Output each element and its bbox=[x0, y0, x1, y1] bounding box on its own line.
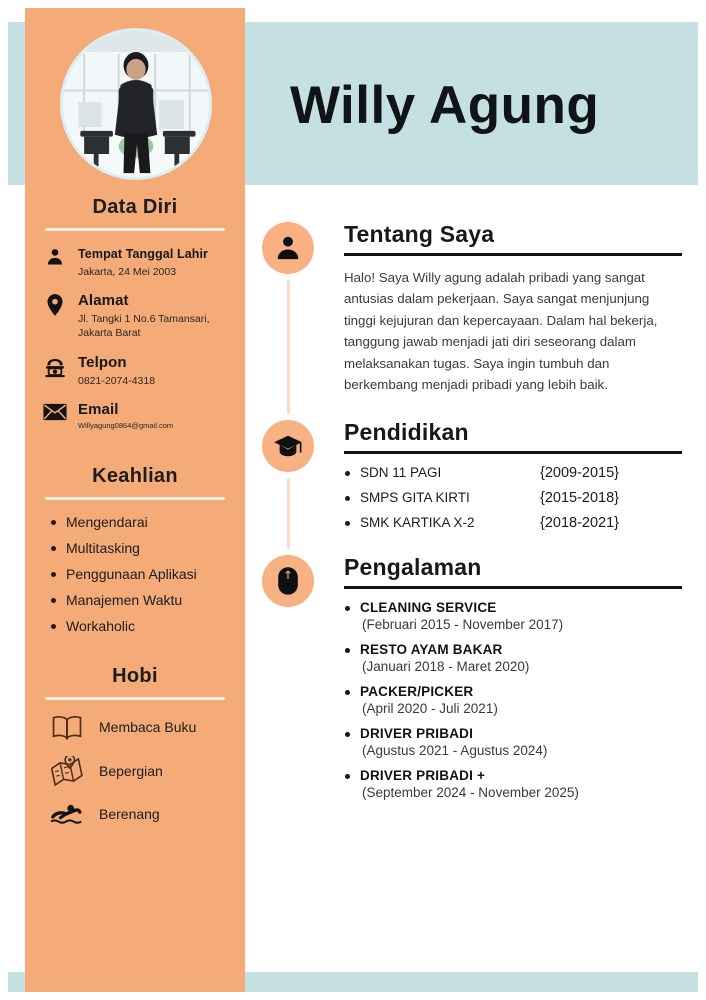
experience-role: DRIVER PRIBADI + bbox=[344, 768, 682, 783]
skills-list bbox=[51, 514, 227, 634]
section-education bbox=[262, 420, 682, 531]
experience-period: (Februari 2015 - November 2017) bbox=[362, 616, 564, 632]
map-icon bbox=[49, 756, 85, 786]
contact-birth bbox=[43, 245, 227, 279]
education-years: {2015-2018} bbox=[540, 489, 620, 506]
experience-period: (Januari 2018 - Maret 2020) bbox=[362, 658, 530, 674]
mouse-icon bbox=[262, 555, 314, 607]
section-experience bbox=[262, 555, 682, 800]
telephone-icon bbox=[43, 354, 67, 378]
list-item: Penggunaan Aplikasi bbox=[51, 566, 227, 583]
hobby-label: Membaca Buku bbox=[99, 719, 197, 736]
contact-value: Jl. Tangki 1 No.6 Tamansari, Jakarta Barat bbox=[78, 313, 210, 340]
hobby-travel bbox=[43, 756, 227, 786]
hobbies-heading: Hobi bbox=[112, 665, 158, 688]
location-pin-icon bbox=[43, 292, 67, 316]
section-about bbox=[262, 222, 682, 396]
contact-address bbox=[43, 292, 227, 340]
hobby-label: Bepergian bbox=[99, 763, 163, 780]
section-title: Pendidikan bbox=[344, 418, 469, 445]
list-item: Manajemen Waktu bbox=[51, 592, 227, 609]
list-item: Multitasking bbox=[51, 540, 227, 557]
skills-heading: Keahlian bbox=[92, 465, 178, 488]
experience-role: PACKER/PICKER bbox=[344, 684, 682, 699]
list-item bbox=[344, 642, 682, 674]
section-divider bbox=[344, 586, 682, 589]
hobby-label: Berenang bbox=[99, 806, 160, 823]
profile-photo bbox=[60, 28, 212, 180]
person-icon bbox=[262, 222, 314, 274]
list-item: Mengendarai bbox=[51, 514, 227, 531]
experience-role: RESTO AYAM BAKAR bbox=[344, 642, 682, 657]
section-divider bbox=[344, 253, 682, 256]
timeline-connector bbox=[287, 280, 290, 414]
timeline-connector bbox=[287, 478, 290, 549]
person-icon bbox=[43, 245, 67, 267]
list-item: Workaholic bbox=[51, 618, 227, 635]
experience-period: (April 2020 - Juli 2021) bbox=[362, 700, 498, 716]
education-years: {2018-2021} bbox=[540, 514, 620, 531]
list-item bbox=[344, 600, 682, 632]
main-content bbox=[262, 222, 682, 810]
hobby-reading bbox=[43, 714, 227, 740]
contact-phone bbox=[43, 354, 227, 388]
sidebar bbox=[25, 196, 245, 842]
section-title: Pengalaman bbox=[344, 553, 482, 580]
experience-period: (September 2024 - November 2025) bbox=[362, 784, 579, 800]
education-school: SMPS GITA KIRTI bbox=[344, 490, 540, 505]
education-school: SDN 11 PAGI bbox=[344, 465, 540, 480]
table-row bbox=[344, 465, 682, 481]
experience-role: DRIVER PRIBADI bbox=[344, 726, 682, 741]
envelope-icon bbox=[43, 401, 67, 421]
experience-role: CLEANING SERVICE bbox=[344, 600, 682, 615]
contact-label: Tempat Tanggal Lahir bbox=[78, 247, 209, 261]
list-item bbox=[344, 768, 682, 800]
open-book-icon bbox=[49, 714, 85, 740]
skills-divider bbox=[45, 497, 225, 500]
name-header bbox=[290, 60, 690, 150]
contact-value: Willyagung0864@gmail.com bbox=[78, 420, 174, 430]
contact-value: Jakarta, 24 Mei 2003 bbox=[78, 266, 177, 278]
education-years: {2009-2015} bbox=[540, 464, 620, 481]
experience-period: (Agustus 2021 - Agustus 2024) bbox=[362, 742, 548, 758]
contact-email bbox=[43, 401, 227, 431]
section-divider bbox=[344, 451, 682, 454]
swimmer-icon bbox=[49, 802, 85, 826]
contact-label: Telpon bbox=[78, 353, 127, 371]
about-text: Halo! Saya Willy agung adalah pribadi yang sangat antusias dalam pekerjaan. Saya sangat menjunjung tinggi kejujuran dan kepercayaan. Dalam hal bekerja, tanggung jawab menjadi jati diri seseorang dalam melaksanakan tugas. Saya ingin tumbuh dan berkembang menjadi pribadi yang lebih baik. bbox=[344, 269, 658, 393]
personal-divider bbox=[45, 228, 225, 231]
section-title: Tentang Saya bbox=[344, 221, 495, 247]
table-row bbox=[344, 490, 682, 506]
hobbies-divider bbox=[45, 697, 225, 700]
hobby-swimming bbox=[43, 802, 227, 826]
personal-heading: Data Diri bbox=[92, 196, 178, 218]
list-item bbox=[344, 726, 682, 758]
list-item bbox=[344, 684, 682, 716]
education-school: SMK KARTIKA X-2 bbox=[344, 515, 540, 530]
contact-label: Alamat bbox=[78, 292, 129, 310]
contact-label: Email bbox=[78, 400, 119, 418]
contact-value: 0821-2074-4318 bbox=[78, 374, 156, 387]
page-title: Willy Agung bbox=[290, 75, 600, 135]
graduation-cap-icon bbox=[262, 420, 314, 472]
table-row bbox=[344, 515, 682, 531]
